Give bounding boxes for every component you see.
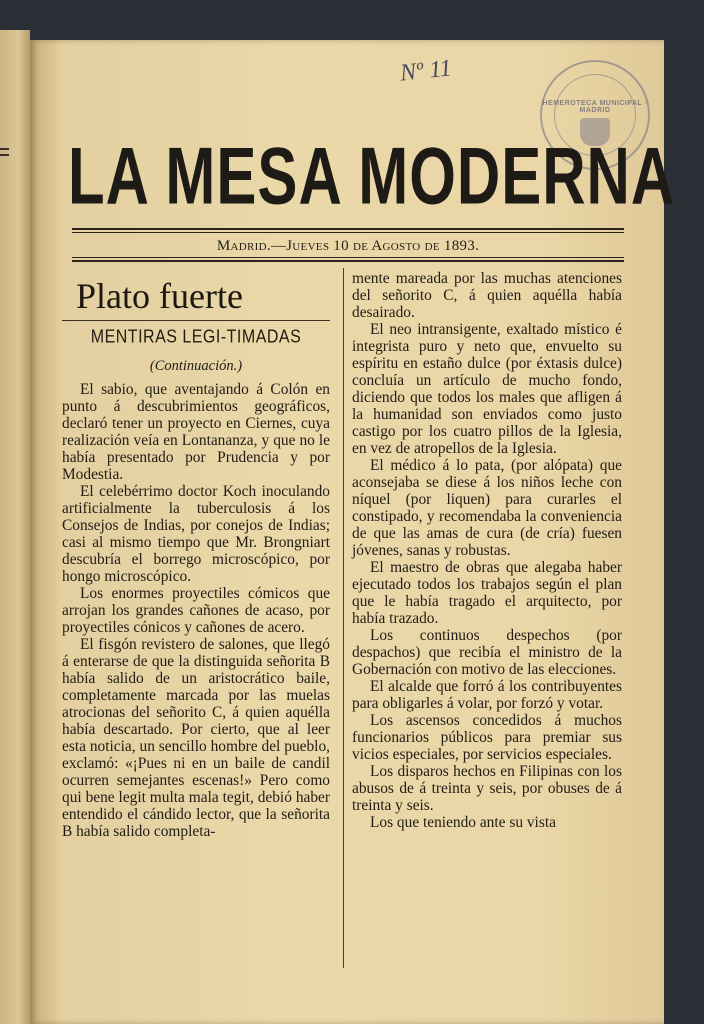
paragraph: El sabio, que aventajando á Colón en punto á descubrimientos geográficos, declaró tener un proyecto en Ciernes, cuya realización veía en Lontananza, y que no le había presentado por Prudencia y por Modestia.	[62, 381, 330, 483]
paragraph: El médico á lo pata, (por alópata) que aconsejaba se diese á los niños leche con níquel (por liquen) para curarles el constipado, y recomendaba la conveniencia de que las amas de cura (de cría) fuesen jóvenes, sanas y robustas.	[352, 457, 622, 559]
stamp-text: HEMEROTECA MUNICIPAL · MADRID	[542, 100, 648, 114]
dateline: Madrid.—Jueves 10 de Agosto de 1893.	[216, 238, 480, 254]
paragraph: Los ascensos concedidos á muchos funcionarios públicos para premiar sus vicios especiales, por servicios especiales.	[352, 712, 622, 763]
paragraph: El celebérrimo doctor Koch inoculando artificialmente la tuberculosis á los Consejos de Indias, por conejos de Indias; casi al mismo tiempo que Mr. Brongniart descubría el borrego microscópico, por hongo microscópico.	[62, 483, 330, 585]
paragraph: El neo intransigente, exaltado místico é integrista puro y neto que, envuelto su espíritu en estaño dulce (por éxtasis dulce) concluía un artículo de mucho fondo, diciendo que todos los males que afligen á la humanidad son enviados como justo castigo por los cuatro pillos de la Iglesia, en vez de atropellos de la Iglesia.	[352, 321, 622, 457]
paragraph: El maestro de obras que alegaba haber ejecutado todos los trabajos según el plan que le había tragado el arquitecto, por había trazado.	[352, 559, 622, 627]
dateline-rule	[72, 257, 624, 258]
paragraph: Los que teniendo ante su vista	[370, 814, 556, 831]
section-rule	[62, 320, 330, 321]
column-divider	[343, 268, 344, 968]
newspaper-page	[30, 40, 676, 1024]
paragraph: El alcalde que forró á los contribuyentes para obligarles á volar, por forzó y votar.	[352, 678, 622, 712]
section-title: Plato fuerte	[76, 276, 243, 316]
handwritten-number: Nº 11	[398, 55, 453, 87]
masthead-rule	[72, 228, 624, 230]
facing-page-edge	[0, 30, 30, 1024]
article-title: MENTIRAS LEGI-TIMADAS	[90, 327, 302, 348]
paragraph: Los continuos despechos (por despachos) que recibía el ministro de la Gobernación con motivo de las elecciones.	[352, 627, 622, 678]
continuation-note: (Continuación.)	[149, 358, 243, 374]
paragraph: Los enormes proyectiles cómicos que arrojan los grandes cañones de acaso, por proyectiles cónicos y cañones de acero.	[62, 585, 330, 636]
dateline-rule	[72, 260, 624, 262]
paragraph: El fisgón revistero de salones, que llegó á enterarse de que la distinguida señorita B había salido de un aristocrático baile, completamente marcada por las muelas atrocionas del señorito C, á quien aquélla había descartado. Por cierto, que al leer esta noticia, un sencillo hombre del pueblo, exclamó: «¡Pues ni en un baile de candil ocurren semejantes escenas!» Pero como qui bene legit multa mala tegit, debió haber entendido el cándido lector, que la señorita B había salido completa-	[62, 636, 330, 840]
page-mark	[0, 148, 9, 150]
paragraph: mente mareada por las muchas atenciones del señorito C, á quien aquélla había desairado.	[352, 270, 622, 321]
masthead-title: LA MESA MODERNA	[68, 130, 676, 222]
paragraph: Los disparos hechos en Filipinas con los abusos de á treinta y seis, por obuses de á treinta y seis.	[352, 763, 622, 814]
masthead-rule	[72, 232, 624, 233]
left-column	[62, 268, 330, 840]
right-column	[352, 270, 622, 831]
page-mark	[0, 154, 9, 156]
